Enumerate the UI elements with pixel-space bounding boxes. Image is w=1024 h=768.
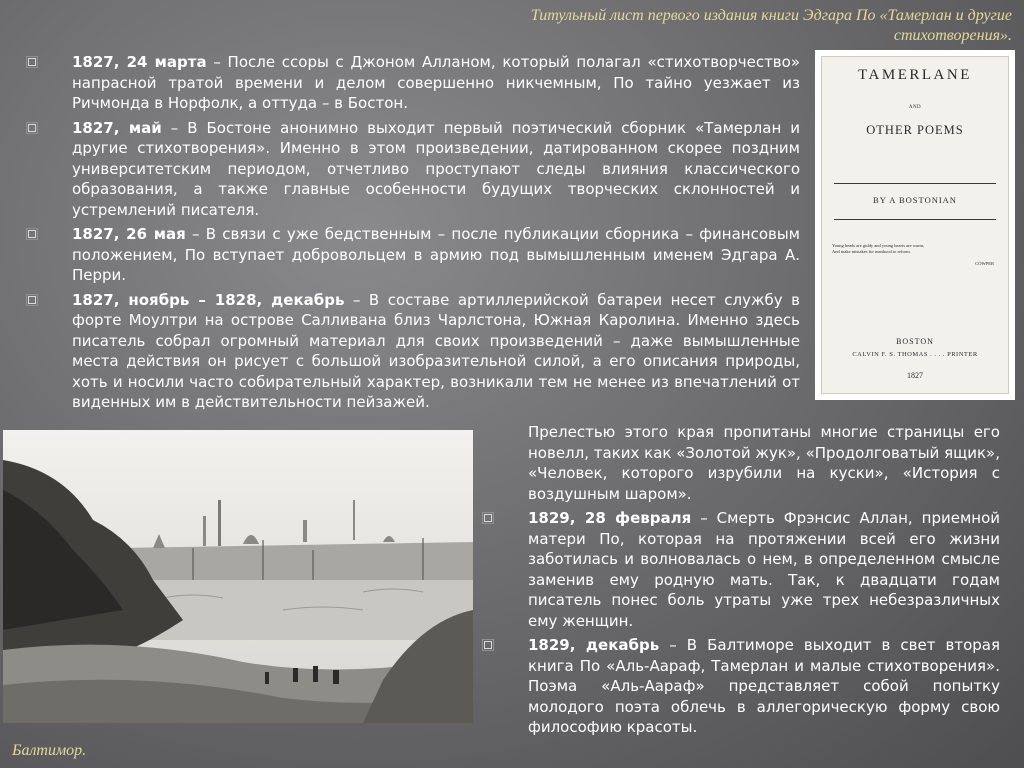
timeline-list-top — [28, 52, 800, 417]
timeline-date: 1827, ноябрь – 1828, декабрь — [72, 290, 345, 309]
timeline-item — [482, 635, 1000, 738]
bullet-marker-icon — [28, 58, 36, 66]
bullet-marker-icon — [28, 296, 36, 304]
engraving-drawing — [3, 430, 473, 723]
timeline-text: – В составе артиллерийской батареи несет службу в форте Моултри на острове Салливана близ Чарлстона, Южная Каролина. Именно здесь писатель собрал огромный материал для своих произведений – даже вымышленные места действия он рисует с большой изобразительной силой, а его описания природы, хоть и носили часто собирательный характер, возникали тем не менее из впечатлений от виденных им в действительности пейзажей. — [72, 290, 800, 411]
bullet-marker-icon — [484, 514, 492, 522]
image-caption: Балтимор. — [12, 742, 87, 759]
timeline-date: 1829, декабрь — [528, 636, 660, 654]
timeline-item — [28, 118, 800, 221]
timeline-text: – В связи с уже бедственным – после публикации сборника – финансовым положением, По вступает добровольцем в армию под вымышленным именем Эдгара А. Перри. — [72, 225, 800, 284]
timeline-item — [28, 290, 800, 413]
book-subtitle: OTHER POEMS — [866, 123, 964, 137]
book-printer: CALVIN F. S. THOMAS . . . . PRINTER — [852, 351, 978, 358]
slide-title: Титульный лист первого издания книги Эдгара По «Тамерлан и другие стихотворения». — [530, 7, 1012, 44]
book-year: 1827 — [907, 371, 923, 380]
timeline-date: 1827, май — [72, 118, 162, 137]
book-epigraph-author: COWPER — [975, 261, 994, 266]
timeline-item — [482, 508, 1000, 631]
book-byline: BY A BOSTONIAN — [873, 195, 957, 205]
timeline-date: 1827, 26 мая — [72, 225, 186, 243]
book-rule — [834, 219, 996, 220]
timeline-item — [28, 52, 800, 114]
book-cover-image — [815, 50, 1015, 400]
bullet-marker-icon — [28, 230, 36, 238]
book-title: TAMERLANE — [858, 67, 972, 83]
timeline-continuation: Прелестью этого края пропитаны многие страницы его новелл, таких как «Золотой жук», «Продолговатый ящик», «Человек, которого изрубили на куски», «История с воздушным шаром». — [528, 423, 1000, 503]
book-and: AND — [908, 105, 922, 110]
timeline-item — [28, 224, 800, 286]
book-city: BOSTON — [896, 337, 934, 346]
book-epigraph — [832, 243, 998, 255]
timeline-text: – После ссоры с Джоном Алланом, который полагал «стихотворчество» напрасной тратой времени и делом совершенно никчемным, По тайно уезжает из Ричмонда в Норфолк, а оттуда – в Бостон. — [72, 53, 800, 112]
timeline-list-bottom — [482, 422, 1000, 742]
baltimore-engraving-image — [3, 430, 473, 723]
bullet-marker-icon — [484, 641, 492, 649]
book-epigraph-line: Young heads are giddy and young hearts are warm, — [832, 243, 925, 248]
book-rule — [834, 183, 996, 184]
timeline-text: – В Балтиморе выходит в свет вторая книга По «Аль-Аараф, Тамерлан и малые стихотворения». Поэма «Аль-Аараф» представляет собой попытку молодого поэта облечь в аллегорическую форму свою философию красоты. — [528, 636, 1000, 736]
timeline-date: 1827, 24 марта — [72, 53, 207, 71]
timeline-date: 1829, 28 февраля — [528, 509, 692, 527]
bullet-marker-icon — [28, 124, 36, 132]
timeline-text: – В Бостоне анонимно выходит первый поэтический сборник «Тамерлан и другие стихотворения». Именно в этом произведении, датированном скорее поздним университетским периодом, отчетливо проступают следы влияния классического образования, а также главные особенности будущих творческих склонностей и устремлений писателя. — [72, 118, 800, 219]
book-epigraph-line: And make mistakes for manhood to reform. — [832, 249, 911, 254]
timeline-text: – Смерть Фрэнсис Аллан, приемной матери По, которая на протяжении всей его жизни заботилась и волновалась о нем, в определенном смысле заменив ему родную мать. Так, к двадцати годам писатель понес боль утраты уже трех небезразличных ему женщин. — [528, 509, 1000, 630]
book-title-page — [821, 56, 1009, 394]
